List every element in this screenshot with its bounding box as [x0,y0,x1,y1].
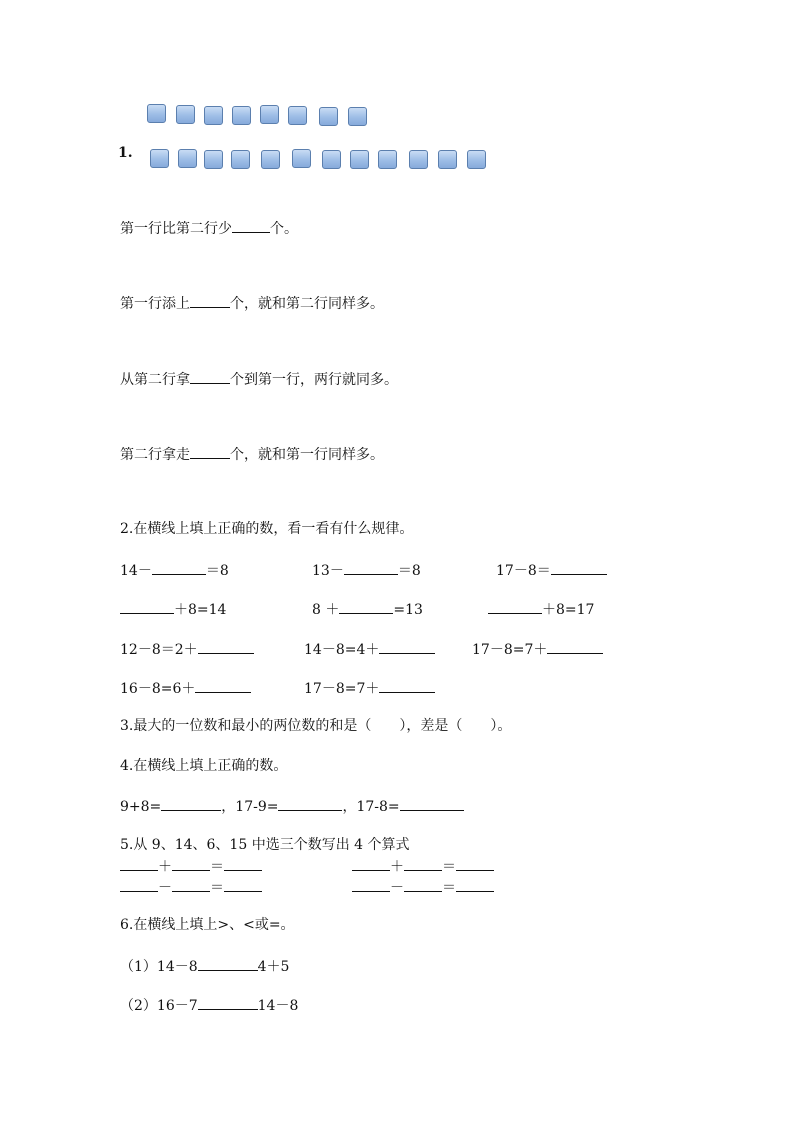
square [260,105,279,124]
expr-text: =13 [393,602,423,618]
equals-sign: ＝ [442,859,456,875]
answer-blank[interactable] [339,599,393,614]
q2-r3-c1 [120,639,254,659]
answer-blank[interactable] [172,877,210,892]
equals-sign: ＝ [442,880,456,896]
expr-text: ＋8=14 [174,602,227,618]
expr-text: ，17-9= [221,799,279,815]
q1-line-4-post: 个，就和第一行同样多。 [230,447,384,463]
question-5-title: 5.从 9、14、6、15 中选三个数写出 4 个算式 [120,837,410,853]
answer-blank[interactable] [488,599,542,614]
equals-sign: ＝ [210,859,224,875]
expr-text: 8 ＋ [312,602,340,618]
answer-blank[interactable] [400,796,464,811]
answer-blank[interactable] [379,678,435,693]
q1-line-1 [120,218,298,238]
square [204,106,223,125]
expr-text: 12－8＝2＋ [120,642,198,658]
expr-text: 14－ [120,563,152,579]
answer-blank[interactable] [456,877,494,892]
expr-text: 13－ [312,563,344,579]
q5-eq-1 [120,856,262,876]
answer-blank[interactable] [404,856,442,871]
answer-blank[interactable] [456,856,494,871]
q4-equations [120,796,464,816]
question-1-number: 1. [118,145,133,161]
square [409,150,428,169]
answer-blank[interactable] [120,856,158,871]
question-2-title: 2.在横线上填上正确的数，看一看有什么规律。 [120,521,414,537]
answer-blank[interactable] [344,560,398,575]
q1-line-4-pre: 第二行拿走 [120,447,190,463]
expr-text: ，17-8= [342,799,400,815]
q1-line-3 [120,369,398,389]
q2-r3-c3 [472,639,603,659]
q5-eq-4 [352,877,494,897]
answer-blank[interactable] [195,678,251,693]
q1-line-3-post: 个到第一行，两行就同多。 [230,372,398,388]
answer-blank[interactable] [551,560,607,575]
plus-sign: ＋ [158,859,172,875]
expr-text: 17－8=7＋ [472,642,548,658]
q1-line-2-post: 个，就和第二行同样多。 [230,296,384,312]
answer-blank[interactable] [224,877,262,892]
answer-blank[interactable] [232,218,270,233]
expr-text: 14－8 [257,998,299,1014]
answer-blank[interactable] [352,856,390,871]
square [378,150,397,169]
square [322,150,341,169]
q2-r1-c2 [312,560,421,580]
answer-blank[interactable] [352,877,390,892]
q5-eq-3 [120,877,262,897]
q6-item-2 [120,995,298,1015]
answer-blank[interactable] [198,995,258,1010]
square [348,107,367,126]
answer-blank[interactable] [161,796,221,811]
expr-text: （2）16－7 [120,998,198,1014]
square [288,106,307,125]
q2-r2-c1 [120,599,226,619]
answer-blank[interactable] [278,796,342,811]
answer-blank[interactable] [190,369,230,384]
answer-blank[interactable] [120,877,158,892]
minus-sign: － [390,880,404,896]
square [350,150,369,169]
square [178,149,197,168]
square [232,106,251,125]
square [467,150,486,169]
square [176,105,195,124]
answer-blank[interactable] [152,560,206,575]
q2-r1-c1 [120,560,229,580]
q5-eq-2 [352,856,494,876]
q1-line-1-post: 个。 [270,221,298,237]
answer-blank[interactable] [198,956,258,971]
q2-r2-c2 [312,599,423,619]
minus-sign: － [158,880,172,896]
answer-blank[interactable] [172,856,210,871]
expr-text: 9+8= [120,799,162,815]
square [319,107,338,126]
q2-r1-c3 [496,560,607,580]
q1-line-2 [120,293,384,313]
expr-text: 4＋5 [257,959,290,975]
answer-blank[interactable] [379,639,435,654]
q1-line-2-pre: 第一行添上 [120,296,190,312]
square [147,104,166,123]
answer-blank[interactable] [190,444,230,459]
q2-r2-c3 [488,599,594,619]
square [204,150,223,169]
answer-blank[interactable] [404,877,442,892]
expr-text: ＋8=17 [542,602,595,618]
answer-blank[interactable] [224,856,262,871]
square [261,150,280,169]
square [150,149,169,168]
q2-r4-c1 [120,678,251,698]
expr-text: ＝8 [205,563,229,579]
q1-line-1-pre: 第一行比第二行少 [120,221,232,237]
question-6-title: 6.在横线上填上>、<或=。 [120,917,295,933]
square [438,150,457,169]
answer-blank[interactable] [198,639,254,654]
answer-blank[interactable] [190,293,230,308]
expr-text: 17－8=7＋ [304,681,380,697]
square [292,149,311,168]
expr-text: （1）14－8 [120,959,198,975]
equals-sign: ＝ [210,880,224,896]
answer-blank[interactable] [120,599,174,614]
q6-item-1 [120,956,289,976]
q1-line-4 [120,444,384,464]
question-4-title: 4.在横线上填上正确的数。 [120,758,288,774]
q2-r3-c2 [304,639,435,659]
expr-text: ＝8 [397,563,421,579]
plus-sign: ＋ [390,859,404,875]
square [231,150,250,169]
expr-text: 14－8=4＋ [304,642,380,658]
expr-text: 17－8＝ [496,563,551,579]
question-3: 3.最大的一位数和最小的两位数的和是（ ），差是（ ）。 [120,718,512,734]
expr-text: 16－8=6＋ [120,681,196,697]
q2-r4-c2 [304,678,435,698]
q1-line-3-pre: 从第二行拿 [120,372,190,388]
answer-blank[interactable] [547,639,603,654]
